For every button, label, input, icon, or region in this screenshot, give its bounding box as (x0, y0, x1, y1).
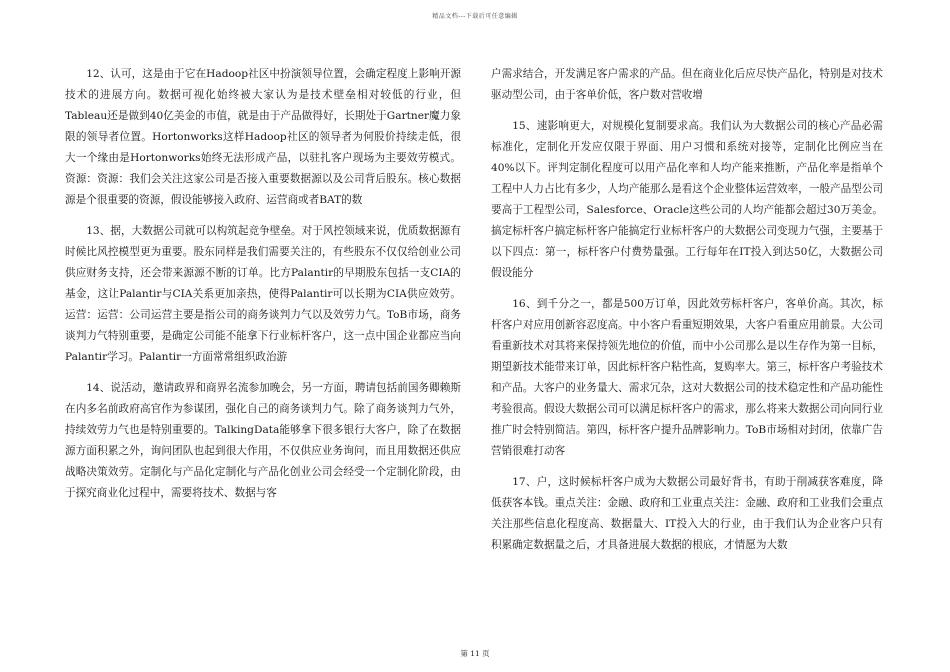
paragraph-12: 12、认可，这是由于它在Hadoop社区中扮演领导位置，会确定程度上影响开源技术的进展方向。数据可视化始终被大家认为是技术壁垒相对较低的行业，但Tableau还是做到40亿美金的市值，就是由于产品做得好，长期处于Gartner魔力象限的领导者位置。Hortonworks这样Hadoop社区的领导者为何股价持续走低，很大一个缘由是Hortonworks始终无法形成产品，以驻扎客户现场为主要效劳模式。资源：资源：我们会关注这家公司是否接入重要数据源以及公司背后股东。核心数据源是个很重要的资源，假设能够接入政府、运营商或者BAT的数 (65, 68, 461, 206)
paragraph-16: 16、到千分之一，都是500万订单，因此效劳标杆客户，客单价高。其次，标杆客户对应用创新容忍度高。中小客户看重短期效果，大客户看重应用前景。大公司看重新技术对其将来保持领先地位的价值，而中小公司那么是以生存作为第一目标，期望新技术能带来订单，因此标杆客户粘性高，复购率大。第三，标杆客户考验技术和产品。大客户的业务量大、需求冗杂，这对大数据公司的技术稳定性和产品功能性考验很高。假设大数据公司可以满足标杆客户的需求，那么将来大数据公司向同行业推广时会特别简洁。第四，标杆客户提升品牌影响力。ToB市场相对封闭，依靠广告营销很难打动客 (491, 298, 883, 457)
page-header: 精品文档---下载后可任意编辑 (432, 13, 518, 20)
paragraph-14: 14、说活动，邀请政界和商界名流参加晚会，另一方面，聘请包括前国务卿赖斯在内多名前政府高官作为参谋团，强化自己的商务谈判力气。除了商务谈判力气外，持续效劳力气也是特别重要的。TalkingData能够拿下很多银行大客户，除了在数据源方面积累之外，询问团队也起到很大作用，不仅供应业务询问，而且用数据还供应战略决策效劳。定制化与产品化定制化与产品化创业公司会经受一个定制化阶段，由于探究商业化过程中，需要将技术、数据与客 (65, 382, 461, 499)
paragraph-17: 17、户，这时候标杆客户成为大数据公司最好背书，有助于削减获客难度，降低获客本钱。重点关注：金融、政府和工业重点关注：金融、政府和工业我们会重点关注那些信息化程度高、数据量大、IT投入大的行业，由于我们认为企业客户只有积累确定数据量之后，才具备进展大数据的根底，才情愿为大数 (491, 476, 883, 551)
left-column (65, 64, 461, 514)
page-number: 第 11 页 (460, 649, 490, 658)
right-column (491, 64, 883, 566)
paragraph-13: 13、据，大数据公司就可以构筑起竞争壁垒。对于风控领域来说，优质数据源有时候比风控模型更为重要。股东同样是我们需要关注的，有些股东不仅仅给创业公司供应财务支持，还会带来源源不断的订单。比方Palantir的早期股东包括一支CIA的基金，这让Palantir与CIA关系更加亲热，使得Palantir可以长期为CIA供应效劳。运营：运营：公司运营主要是指公司的商务谈判力气以及效劳力气。ToB市场，商务谈判力气特别重要，是确定公司能不能拿下行业标杆客户，这一点中国企业都应当向Palantir学习。Palantir一方面常常组织政治游 (65, 225, 461, 363)
paragraph-14-continued: 户需求结合，开发满足客户需求的产品。但在商业化后应尽快产品化，特别是对技术驱动型公司，由于客单价低，客户数对营收增 (491, 68, 883, 101)
paragraph-15: 15、速影响更大，对规模化复制要求高。我们认为大数据公司的核心产品必需标准化，定制化开发应仅限于界面、用户习惯和系统对接等，定制化比例应当在40%以下。评判定制化程度可以用产品化率和人均产能来推断，产品化率是指单个工程中人力占比有多少，人均产能那么是看这个企业整体运营效率，一般产品型公司要高于工程型公司，Salesforce、Oracle这些公司的人均产能都会超过30万美金。搞定标杆客户搞定标杆客户能搞定行业标杆客户的大数据公司变现力气强，主要基于以下四点：第一，标杆客户付费势量强。工行每年在IT投入到达50亿，大数据公司假设能分 (491, 120, 883, 279)
